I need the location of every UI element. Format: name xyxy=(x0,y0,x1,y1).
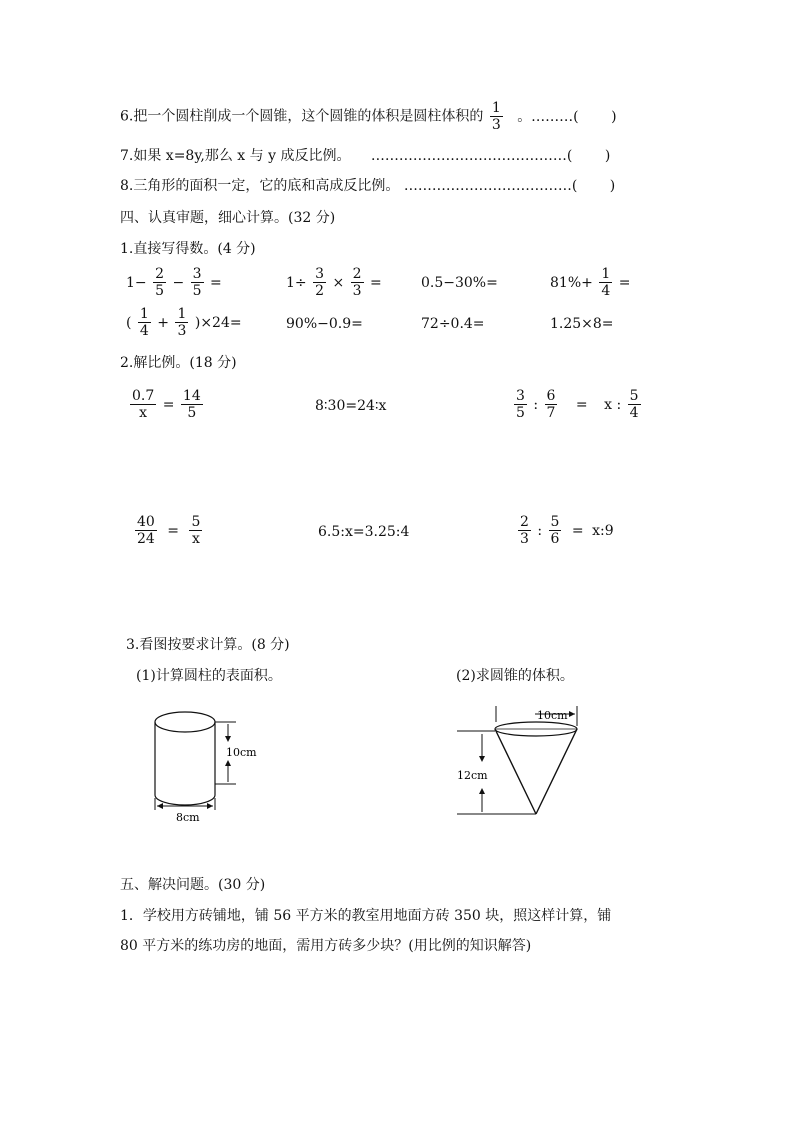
proportion-5: 6.5:x=3.25:4 xyxy=(318,524,410,540)
cone-diameter-label: 10cm xyxy=(537,709,568,722)
proportion-6: $\frac{2}{3}$ : $\frac{5}{6}$ = x:9 xyxy=(520,514,614,548)
cone-height-label: 12cm xyxy=(457,769,488,782)
calc-r1c3: 0.5−30%= xyxy=(421,275,498,291)
sub3-part2: (2)求圆锥的体积。 xyxy=(456,668,574,684)
proportion-4: $\frac{40}{24}$ = $\frac{5}{x}$ xyxy=(137,514,201,548)
question-8: 8.三角形的面积一定，它的底和高成反比例。 ………………………………( ) xyxy=(120,178,616,194)
cylinder-width-label: 8cm xyxy=(176,811,200,824)
question-6: 6.把一个圆柱削成一个圆锥，这个圆锥的体积是圆柱体积的 $\frac{1}{3}$ 。………( ) xyxy=(120,100,617,134)
sub3-part1: (1)计算圆柱的表面积。 xyxy=(136,668,282,684)
section-4-title: 四、认真审题，细心计算。(32 分) xyxy=(120,210,336,226)
question-7: 7.如果 x=8y,那么 x 与 y 成反比例。 ……………………………………( ) xyxy=(120,148,611,164)
calc-r1c1: 1− $\frac{2}{5}$ − $\frac{3}{5}$ = xyxy=(126,266,222,300)
calc-r2c2: 90%−0.9= xyxy=(286,316,363,332)
calc-r1c4: 81%+ $\frac{1}{4}$ = xyxy=(550,266,631,300)
proportion-2: 8∶30=24∶x xyxy=(315,398,387,414)
calc-r1c2: 1÷ $\frac{3}{2}$ × $\frac{2}{3}$ = xyxy=(286,266,382,300)
sub3-title: 3.看图按要求计算。(8 分) xyxy=(126,637,290,653)
section-5-q1-line1: 1．学校用方砖铺地，铺 56 平方米的教室用地面方砖 350 块，照这样计算，铺 xyxy=(120,908,612,924)
section-5-q1-line2: 80 平方米的练功房的地面，需用方砖多少块？(用比例的知识解答) xyxy=(120,938,532,954)
cylinder-diagram xyxy=(140,700,280,825)
fraction-one-third: $\frac{1}{3}$ xyxy=(491,100,501,134)
sub2-title: 2.解比例。(18 分) xyxy=(120,355,237,371)
calc-r2c1: ( $\frac{1}{4}$ + $\frac{1}{3}$ )×24= xyxy=(126,306,242,340)
cylinder-height-label: 10cm xyxy=(226,746,257,759)
proportion-1: $\frac{0.7}{x}$ = $\frac{14}{5}$ xyxy=(132,388,201,422)
cone-diagram xyxy=(455,698,595,823)
section-5-title: 五、解决问题。(30 分) xyxy=(120,877,266,893)
calc-r2c3: 72÷0.4= xyxy=(421,316,485,332)
calc-r2c4: 1.25×8= xyxy=(550,316,614,332)
sub1-title: 1.直接写得数。(4 分) xyxy=(120,241,256,257)
proportion-3: $\frac{3}{5}$ : $\frac{6}{7}$ = x : $\frac{5}{4}$ xyxy=(516,388,639,422)
